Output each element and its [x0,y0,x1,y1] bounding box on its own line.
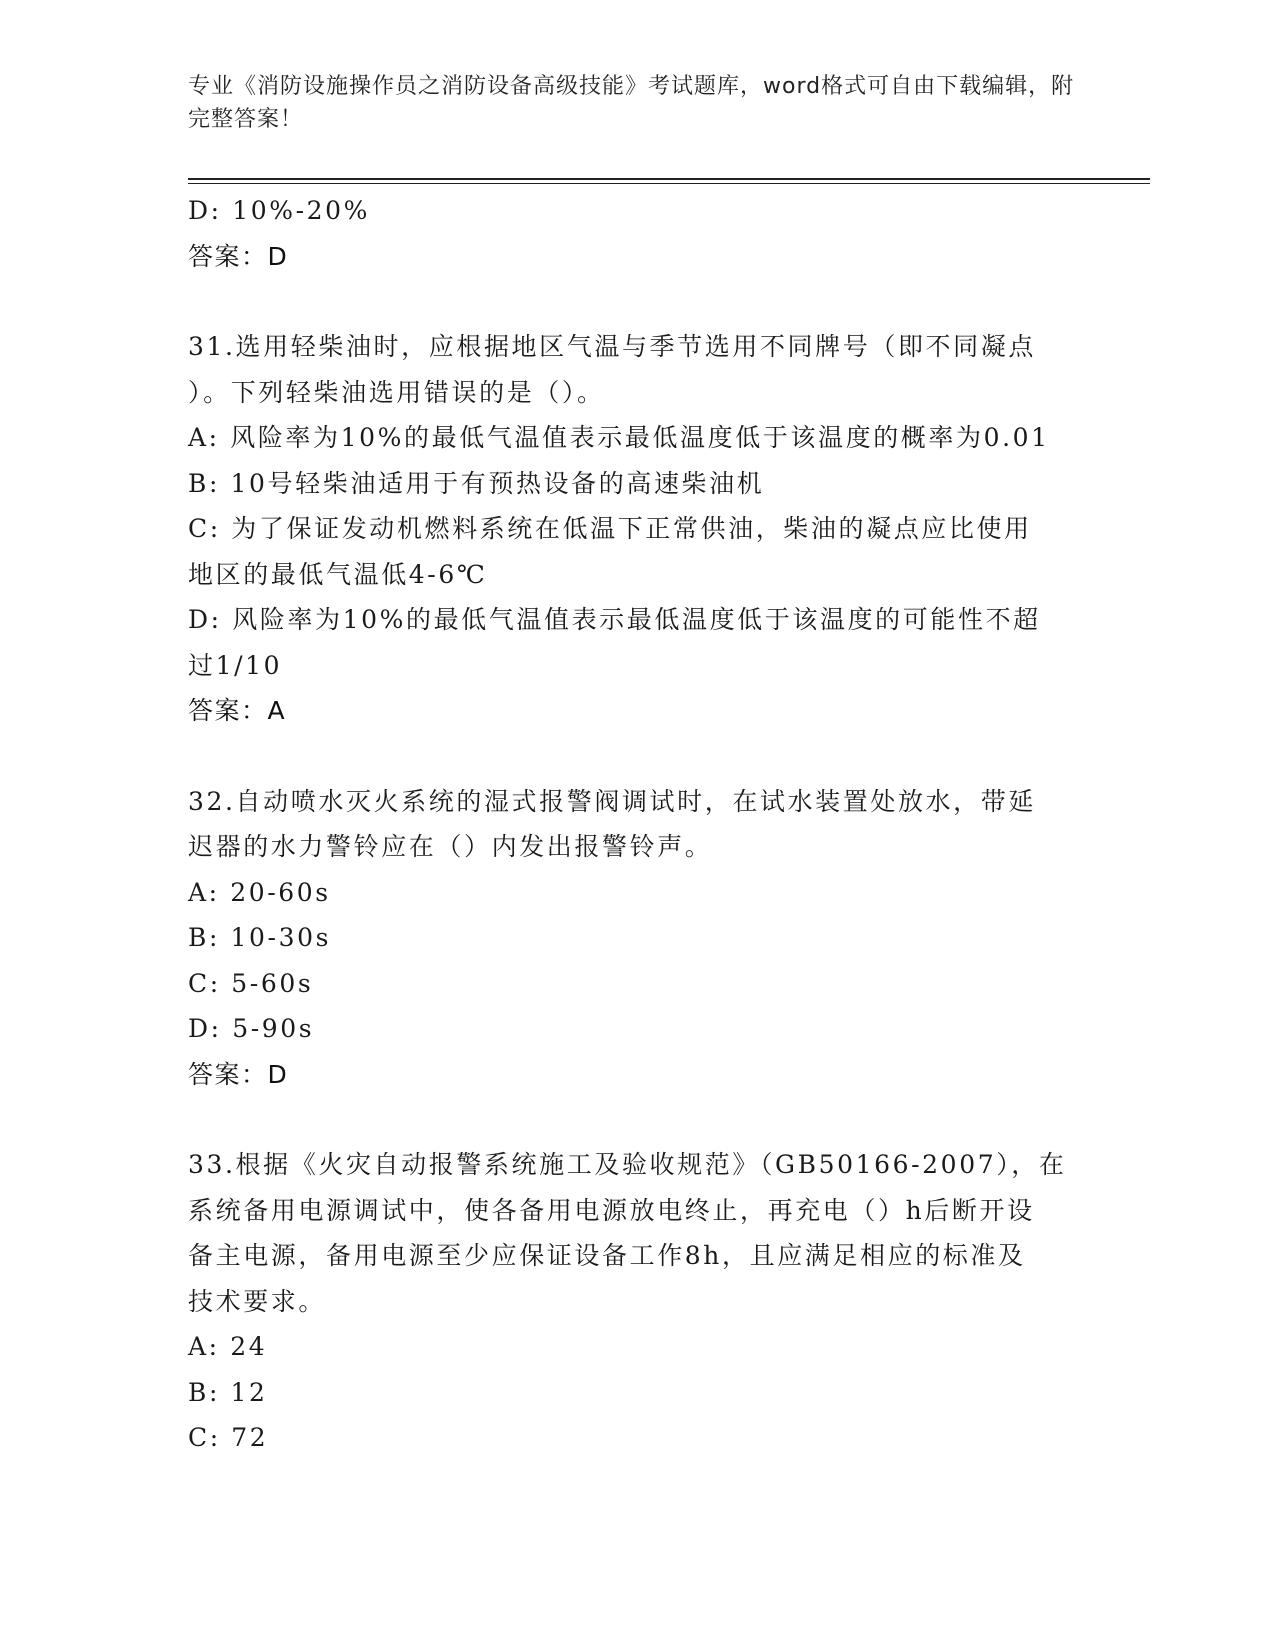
option-d: D: 10%-20% [188,196,370,225]
question-stem: 系统备用电源调试中，使各备用电源放电终止，再充电（）h后断开设 [188,1195,1035,1225]
previous-question-tail [188,188,1088,279]
spacer [188,1097,1088,1142]
option-b: B: 10号轻柴油适用于有预热设备的高速柴油机 [188,468,765,498]
option-d-continued: 过1/10 [188,650,283,680]
option-c: C: 72 [188,1423,269,1452]
option-c-continued: 地区的最低气温低4-6℃ [188,559,488,589]
document-header [188,70,1088,136]
question-stem: 32.自动喷水灭火系统的湿式报警阀调试时，在试水装置处放水，带延 [188,786,1036,816]
option-a: A: 20-60s [188,877,331,907]
option-a: A: 风险率为10%的最低气温值表示最低温度低于该温度的概率为0.01 [188,423,1050,452]
spacer [188,279,1088,324]
question-stem: 33.根据《火灾自动报警系统施工及验收规范》（GB50166-2007），在 [188,1150,1067,1179]
option-c: C: 5-60s [188,968,314,998]
question-stem: 迟器的水力警铃应在（）内发出报警铃声。 [188,832,713,861]
spacer [188,734,1088,779]
question-31 [188,324,1088,734]
question-33 [188,1142,1088,1461]
option-a: A: 24 [188,1332,268,1361]
answer-label: 答案：D [188,1059,289,1089]
header-divider-thin [188,183,1150,184]
option-d: D: 5-90s [188,1014,315,1043]
question-stem: 31.选用轻柴油时，应根据地区气温与季节选用不同牌号（即不同凝点 [188,332,1036,361]
question-stem: ）。下列轻柴油选用错误的是（）。 [188,377,605,407]
option-b: B: 12 [188,1377,268,1407]
answer-label: 答案：D [188,241,289,271]
question-32 [188,779,1088,1098]
option-d: D: 风险率为10%的最低气温值表示最低温度低于该温度的可能性不超 [188,605,1041,634]
option-c: C: 为了保证发动机燃料系统在低温下正常供油，柴油的凝点应比使用 [188,514,1032,543]
option-b: B: 10-30s [188,923,332,952]
question-stem: 备主电源，备用电源至少应保证设备工作8h，且应满足相应的标准及 [188,1241,1026,1270]
question-list [188,188,1088,1461]
question-stem: 技术要求。 [188,1286,327,1316]
answer-label: 答案：A [188,696,287,725]
header-text: 专业《消防设施操作员之消防设备高级技能》考试题库，word格式可自由下载编辑，附完整答案！ [188,74,1075,132]
header-divider-thick [188,178,1150,180]
